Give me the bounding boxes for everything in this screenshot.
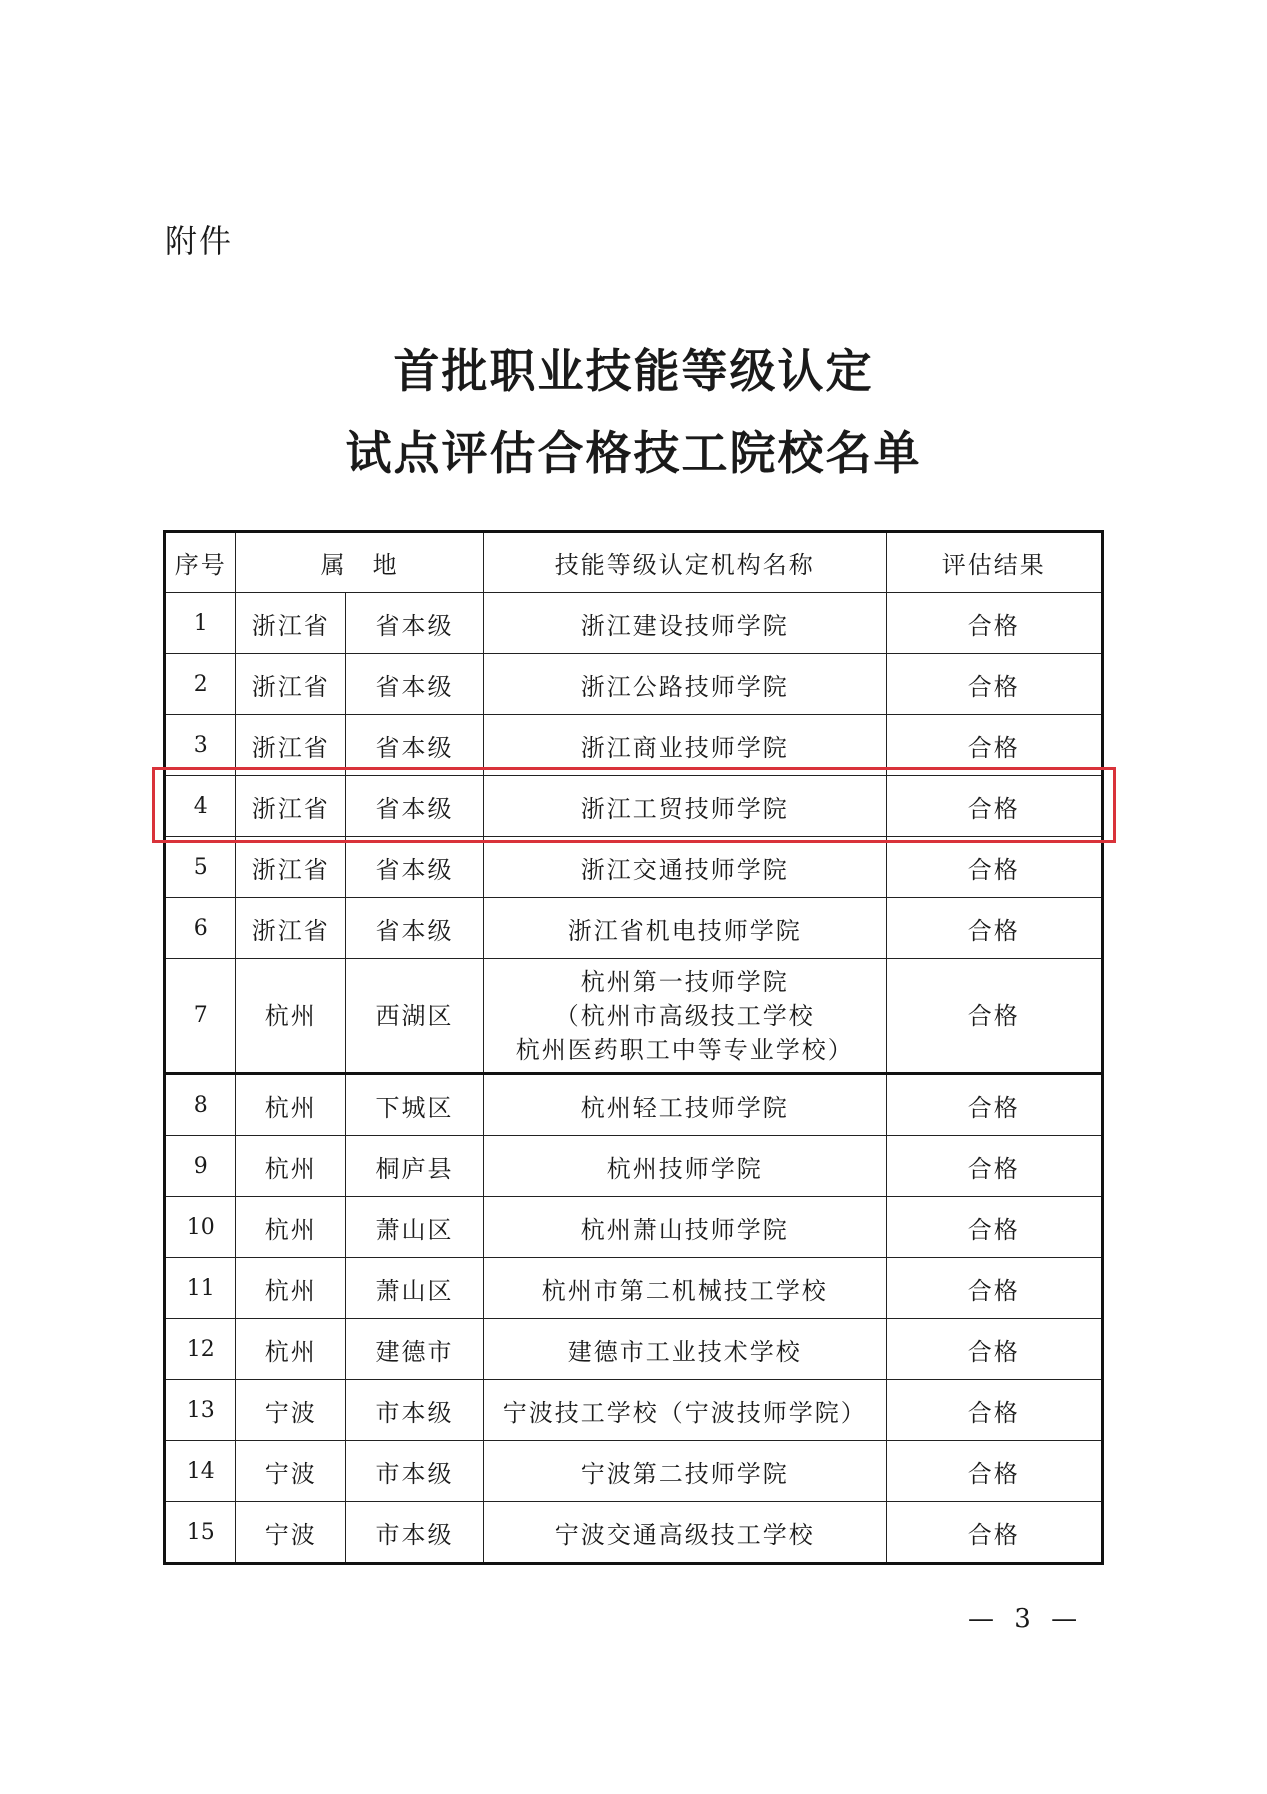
row-result: 合格 bbox=[886, 1319, 1102, 1380]
row-province: 杭州 bbox=[236, 1258, 346, 1319]
document-title-line-1: 首批职业技能等级认定 bbox=[393, 344, 874, 398]
institution-name-line: 宁波第二技师学院 bbox=[580, 1459, 789, 1488]
row-result: 合格 bbox=[886, 1074, 1102, 1136]
institution-name-line: 宁波交通高级技工学校 bbox=[554, 1520, 815, 1549]
institution-name-line: 建德市工业技术学校 bbox=[567, 1337, 802, 1366]
row-result: 合格 bbox=[886, 1502, 1102, 1564]
institution-name-line: 浙江建设技师学院 bbox=[580, 611, 789, 640]
institution-name-line: 杭州技师学院 bbox=[606, 1154, 763, 1183]
institution-name-line: 杭州第一技师学院 bbox=[580, 967, 789, 996]
header-index: 序号 bbox=[165, 532, 236, 593]
table-row bbox=[165, 1319, 1103, 1380]
row-index: 10 bbox=[165, 1197, 236, 1258]
table-row bbox=[165, 654, 1103, 715]
row-institution bbox=[483, 1441, 886, 1502]
institution-name-line: 杭州市第二机械技工学校 bbox=[541, 1276, 828, 1305]
row-district: 省本级 bbox=[346, 715, 484, 776]
row-province: 杭州 bbox=[236, 1319, 346, 1380]
institution-name-line: 浙江工贸技师学院 bbox=[580, 794, 789, 823]
table-row bbox=[165, 1258, 1103, 1319]
row-district: 省本级 bbox=[346, 654, 484, 715]
table-row bbox=[165, 1074, 1103, 1136]
row-institution bbox=[483, 715, 886, 776]
row-result: 合格 bbox=[886, 898, 1102, 959]
row-result: 合格 bbox=[886, 1441, 1102, 1502]
row-province: 浙江省 bbox=[236, 837, 346, 898]
row-district: 市本级 bbox=[346, 1380, 484, 1441]
row-institution bbox=[483, 959, 886, 1074]
row-district: 省本级 bbox=[346, 837, 484, 898]
row-province: 杭州 bbox=[236, 1074, 346, 1136]
page-number: — 3 — bbox=[968, 1604, 1084, 1634]
row-province: 杭州 bbox=[236, 959, 346, 1074]
row-institution bbox=[483, 898, 886, 959]
row-index: 5 bbox=[165, 837, 236, 898]
table-row bbox=[165, 1502, 1103, 1564]
row-index: 15 bbox=[165, 1502, 236, 1564]
row-district: 下城区 bbox=[346, 1074, 484, 1136]
institution-name-line: 宁波技工学校（宁波技师学院） bbox=[502, 1398, 867, 1427]
row-institution bbox=[483, 593, 886, 654]
row-institution bbox=[483, 1074, 886, 1136]
header-institution: 技能等级认定机构名称 bbox=[483, 532, 886, 593]
row-institution bbox=[483, 1502, 886, 1564]
row-index: 12 bbox=[165, 1319, 236, 1380]
table-body bbox=[165, 593, 1103, 1564]
row-index: 14 bbox=[165, 1441, 236, 1502]
row-index: 8 bbox=[165, 1074, 236, 1136]
row-province: 宁波 bbox=[236, 1441, 346, 1502]
institution-name-line: 浙江商业技师学院 bbox=[580, 733, 789, 762]
row-index: 11 bbox=[165, 1258, 236, 1319]
table-row bbox=[165, 776, 1103, 837]
institution-name-line: （杭州市高级技工学校 bbox=[554, 1001, 815, 1030]
institution-name-line: 杭州医药职工中等专业学校） bbox=[515, 1035, 854, 1064]
row-district: 市本级 bbox=[346, 1502, 484, 1564]
table-row bbox=[165, 1197, 1103, 1258]
row-district: 桐庐县 bbox=[346, 1136, 484, 1197]
row-result: 合格 bbox=[886, 715, 1102, 776]
row-institution bbox=[483, 654, 886, 715]
row-index: 1 bbox=[165, 593, 236, 654]
table-row bbox=[165, 959, 1103, 1074]
row-province: 杭州 bbox=[236, 1136, 346, 1197]
row-institution bbox=[483, 1319, 886, 1380]
table-row bbox=[165, 1441, 1103, 1502]
row-institution bbox=[483, 837, 886, 898]
row-index: 13 bbox=[165, 1380, 236, 1441]
row-institution bbox=[483, 1380, 886, 1441]
row-institution bbox=[483, 1258, 886, 1319]
row-province: 浙江省 bbox=[236, 776, 346, 837]
institution-name-line: 浙江公路技师学院 bbox=[580, 672, 789, 701]
institution-name-line: 杭州萧山技师学院 bbox=[580, 1215, 789, 1244]
institution-name-line: 杭州轻工技师学院 bbox=[580, 1093, 789, 1122]
row-index: 2 bbox=[165, 654, 236, 715]
row-index: 3 bbox=[165, 715, 236, 776]
table-row bbox=[165, 837, 1103, 898]
row-result: 合格 bbox=[886, 1136, 1102, 1197]
institution-table bbox=[163, 530, 1104, 1565]
table-row bbox=[165, 715, 1103, 776]
row-province: 宁波 bbox=[236, 1502, 346, 1564]
institution-name-line: 浙江省机电技师学院 bbox=[567, 916, 802, 945]
row-result: 合格 bbox=[886, 837, 1102, 898]
attachment-label: 附件 bbox=[165, 222, 234, 260]
table-row bbox=[165, 1136, 1103, 1197]
row-result: 合格 bbox=[886, 776, 1102, 837]
header-result: 评估结果 bbox=[886, 532, 1102, 593]
row-result: 合格 bbox=[886, 959, 1102, 1074]
header-location: 属 地 bbox=[236, 532, 483, 593]
document-title-line-2: 试点评估合格技工院校名单 bbox=[345, 426, 922, 480]
row-index: 7 bbox=[165, 959, 236, 1074]
table-header-row bbox=[165, 532, 1103, 593]
row-province: 杭州 bbox=[236, 1197, 346, 1258]
row-district: 省本级 bbox=[346, 776, 484, 837]
row-result: 合格 bbox=[886, 1380, 1102, 1441]
row-result: 合格 bbox=[886, 1258, 1102, 1319]
row-index: 4 bbox=[165, 776, 236, 837]
row-province: 浙江省 bbox=[236, 654, 346, 715]
row-result: 合格 bbox=[886, 593, 1102, 654]
row-district: 市本级 bbox=[346, 1441, 484, 1502]
row-result: 合格 bbox=[886, 654, 1102, 715]
institution-name-line: 浙江交通技师学院 bbox=[580, 855, 789, 884]
row-index: 9 bbox=[165, 1136, 236, 1197]
table-row bbox=[165, 593, 1103, 654]
table-row bbox=[165, 898, 1103, 959]
row-institution bbox=[483, 1197, 886, 1258]
row-institution bbox=[483, 776, 886, 837]
row-district: 建德市 bbox=[346, 1319, 484, 1380]
row-index: 6 bbox=[165, 898, 236, 959]
row-district: 省本级 bbox=[346, 898, 484, 959]
row-province: 浙江省 bbox=[236, 898, 346, 959]
table-row bbox=[165, 1380, 1103, 1441]
row-district: 西湖区 bbox=[346, 959, 484, 1074]
row-district: 省本级 bbox=[346, 593, 484, 654]
row-province: 浙江省 bbox=[236, 593, 346, 654]
row-province: 浙江省 bbox=[236, 715, 346, 776]
row-district: 萧山区 bbox=[346, 1197, 484, 1258]
row-district: 萧山区 bbox=[346, 1258, 484, 1319]
row-result: 合格 bbox=[886, 1197, 1102, 1258]
row-province: 宁波 bbox=[236, 1380, 346, 1441]
row-institution bbox=[483, 1136, 886, 1197]
